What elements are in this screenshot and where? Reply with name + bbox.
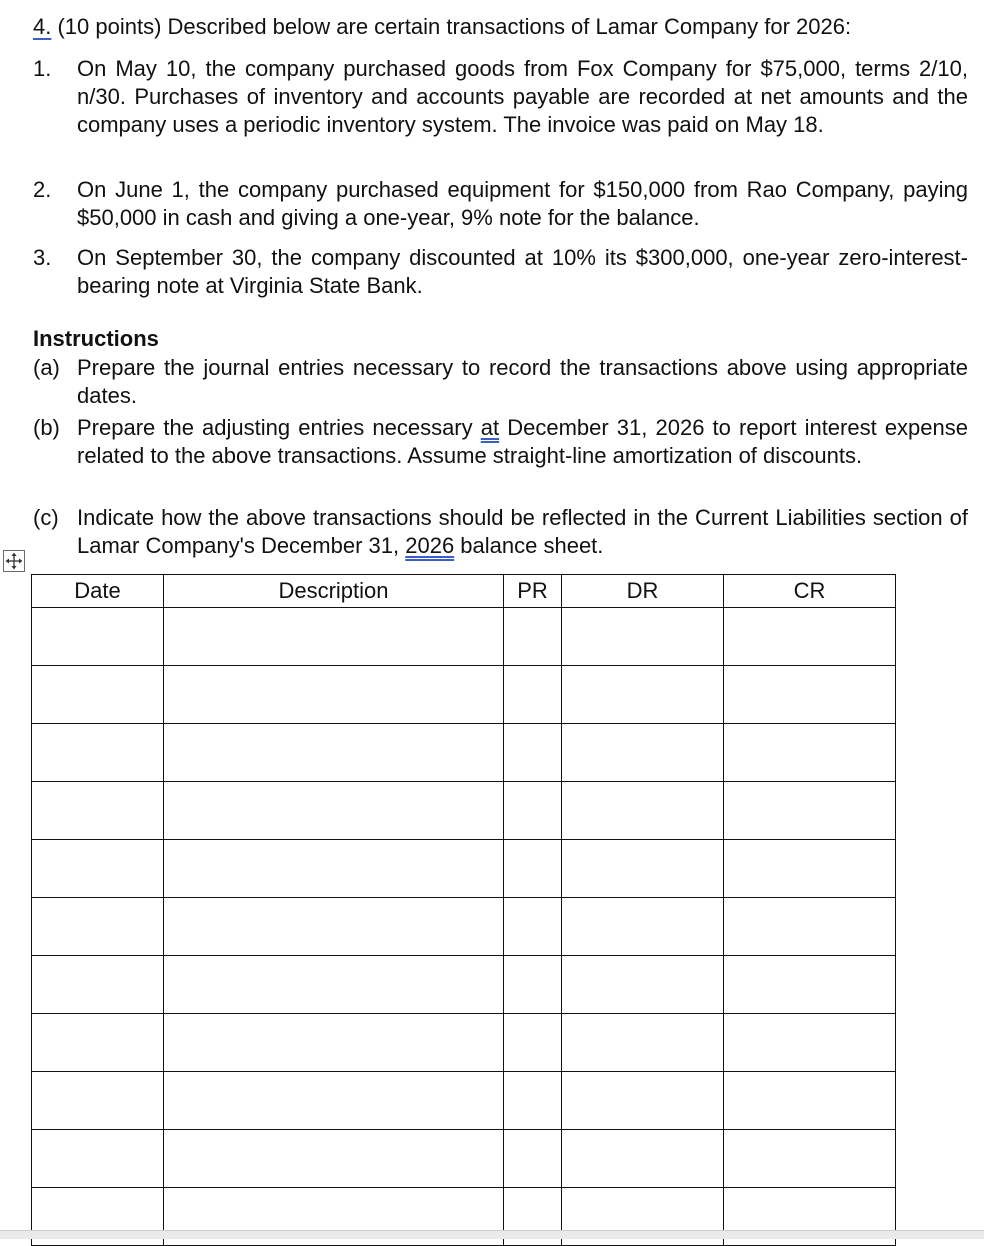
date-cell[interactable] [32, 1130, 164, 1188]
instruction-marker: (b) [33, 415, 60, 440]
journal-header-row [32, 575, 896, 608]
journal-row [32, 840, 896, 898]
date-cell[interactable] [32, 608, 164, 666]
description-cell[interactable] [164, 724, 504, 782]
description-cell[interactable] [164, 608, 504, 666]
dr-cell[interactable] [562, 1130, 724, 1188]
flagged-word: 2026 [405, 533, 455, 558]
question-intro: (10 points) Described below are certain transactions of Lamar Company for 2026: [51, 14, 852, 39]
cr-cell[interactable] [724, 898, 896, 956]
instruction-text-part: Prepare the adjusting entries necessary [77, 415, 481, 440]
transaction-item [33, 55, 968, 139]
transaction-text: On May 10, the company purchased goods from Fox Company for $75,000, terms 2/10, n/30. Purchases of inventory and accounts payable are recorded at net amounts and the company uses a periodic inventory system. The invoice was paid on May 18. [77, 56, 968, 137]
cr-cell[interactable] [724, 1014, 896, 1072]
transaction-text: On June 1, the company purchased equipment for $150,000 from Rao Company, paying $50,000 in cash and giving a one-year, 9% note for the balance. [77, 177, 968, 230]
date-cell[interactable] [32, 782, 164, 840]
transaction-marker: 3. [33, 245, 52, 270]
journal-row [32, 1072, 896, 1130]
question-heading [33, 13, 851, 41]
column-header-pr: PR [504, 575, 562, 608]
instruction-a [33, 354, 968, 410]
date-cell[interactable] [32, 840, 164, 898]
date-cell[interactable] [32, 724, 164, 782]
transaction-item [33, 244, 968, 300]
cr-cell[interactable] [724, 840, 896, 898]
description-cell[interactable] [164, 1014, 504, 1072]
description-cell[interactable] [164, 1130, 504, 1188]
instruction-b [33, 414, 968, 470]
journal-row [32, 782, 896, 840]
dr-cell[interactable] [562, 724, 724, 782]
journal-row [32, 898, 896, 956]
journal-row [32, 724, 896, 782]
journal-row [32, 608, 896, 666]
flagged-word: at [480, 415, 500, 440]
instruction-text-part: December 31, 2026 to report interest expense related to the above transactions. Assume straight-line amortization of discounts. [77, 415, 968, 468]
journal-table [31, 574, 896, 1246]
transaction-marker: 1. [33, 56, 52, 81]
pr-cell[interactable] [504, 724, 562, 782]
instruction-marker: (c) [33, 505, 59, 530]
table-move-handle[interactable] [3, 550, 25, 572]
date-cell[interactable] [32, 1072, 164, 1130]
move-icon [4, 551, 24, 571]
dr-cell[interactable] [562, 608, 724, 666]
pr-cell[interactable] [504, 782, 562, 840]
pr-cell[interactable] [504, 1130, 562, 1188]
pr-cell[interactable] [504, 898, 562, 956]
date-cell[interactable] [32, 956, 164, 1014]
transaction-marker: 2. [33, 177, 52, 202]
instructions-title: Instructions [33, 326, 159, 351]
cr-cell[interactable] [724, 724, 896, 782]
dr-cell[interactable] [562, 782, 724, 840]
journal-row [32, 1130, 896, 1188]
instruction-text [77, 414, 968, 470]
journal-row [32, 956, 896, 1014]
column-header-cr: CR [724, 575, 896, 608]
transaction-item [33, 176, 968, 232]
journal-row [32, 666, 896, 724]
description-cell[interactable] [164, 1072, 504, 1130]
dr-cell[interactable] [562, 1072, 724, 1130]
dr-cell[interactable] [562, 956, 724, 1014]
description-cell[interactable] [164, 956, 504, 1014]
dr-cell[interactable] [562, 898, 724, 956]
pr-cell[interactable] [504, 666, 562, 724]
instruction-text-part: balance sheet. [454, 533, 604, 558]
pr-cell[interactable] [504, 956, 562, 1014]
description-cell[interactable] [164, 840, 504, 898]
description-cell[interactable] [164, 782, 504, 840]
instruction-marker: (a) [33, 355, 60, 380]
journal-row [32, 1014, 896, 1072]
date-cell[interactable] [32, 666, 164, 724]
pr-cell[interactable] [504, 1072, 562, 1130]
date-cell[interactable] [32, 898, 164, 956]
cr-cell[interactable] [724, 1072, 896, 1130]
pr-cell[interactable] [504, 840, 562, 898]
date-cell[interactable] [32, 1014, 164, 1072]
cr-cell[interactable] [724, 608, 896, 666]
dr-cell[interactable] [562, 1014, 724, 1072]
cr-cell[interactable] [724, 1130, 896, 1188]
pr-cell[interactable] [504, 608, 562, 666]
instruction-c [33, 504, 968, 560]
column-header-dr: DR [562, 575, 724, 608]
question-number: 4. [33, 14, 52, 39]
pr-cell[interactable] [504, 1014, 562, 1072]
transaction-text: On September 30, the company discounted at 10% its $300,000, one-year zero-interest-bearing note at Virginia State Bank. [77, 245, 968, 298]
instruction-text: Prepare the journal entries necessary to record the transactions above using appropriate dates. [77, 355, 968, 408]
instruction-text [77, 504, 968, 560]
description-cell[interactable] [164, 898, 504, 956]
column-header-description: Description [164, 575, 504, 608]
cr-cell[interactable] [724, 782, 896, 840]
cr-cell[interactable] [724, 666, 896, 724]
dr-cell[interactable] [562, 840, 724, 898]
instruction-text-part: Indicate how the above transactions should be reflected in the Current Liabilities section of Lamar Company's December 31, [77, 505, 968, 558]
cr-cell[interactable] [724, 956, 896, 1014]
journal-body [32, 608, 896, 1246]
dr-cell[interactable] [562, 666, 724, 724]
description-cell[interactable] [164, 666, 504, 724]
column-header-date: Date [32, 575, 164, 608]
